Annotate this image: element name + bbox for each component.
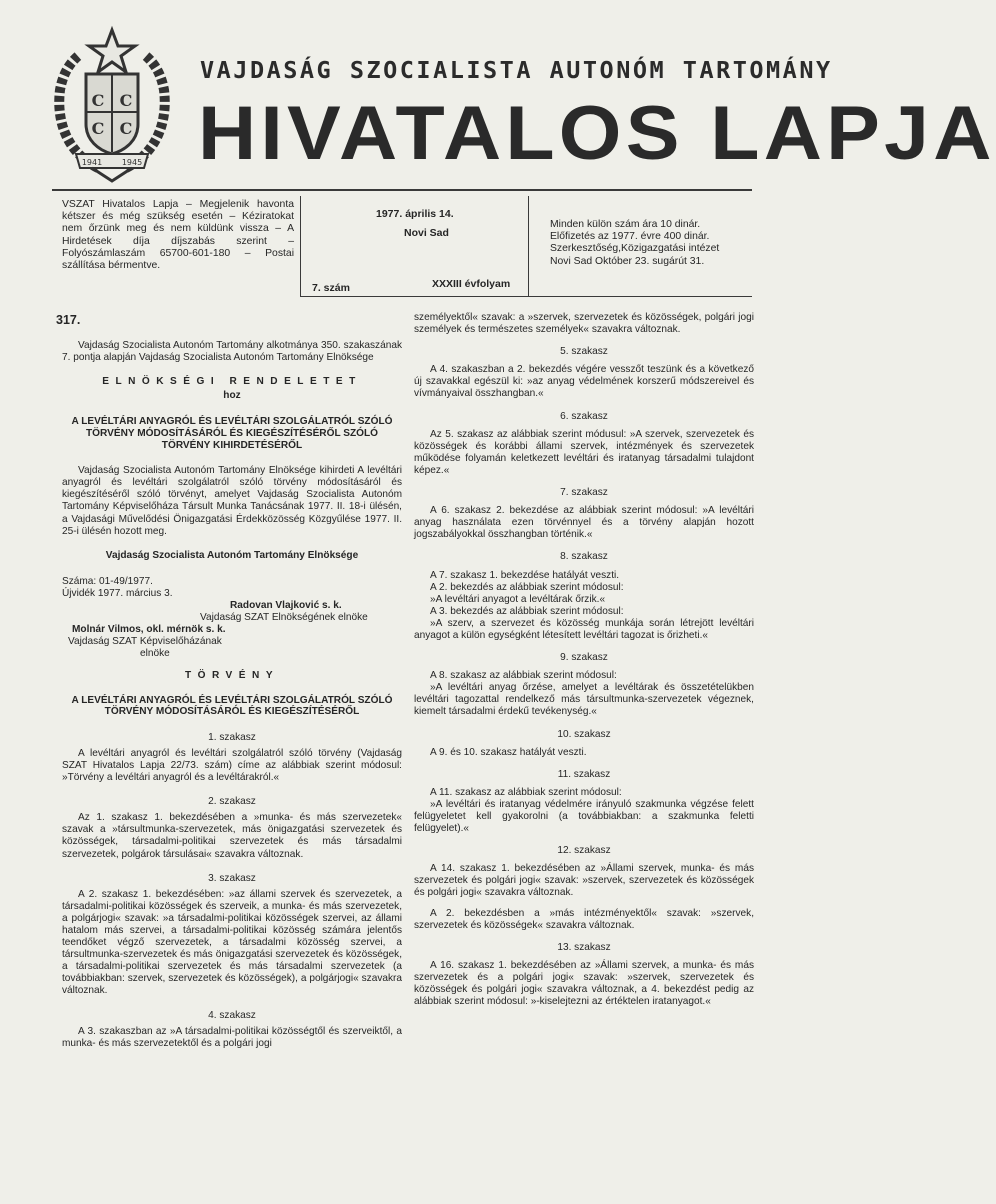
issue-volume: XXXIII évfolyam — [432, 278, 511, 290]
section-10-heading: 10. szakasz — [557, 728, 611, 740]
section-11-line-2: »A levéltári és iratanyag védelmére irányuló szakmunka végzése felett felügyeletet kell gyakorolni (a továbbiakban: a szakmunka feletti felügyelet).« — [414, 798, 754, 835]
section-4-continuation: személyektől« szavak: a »szervek, szervezetek és közösségek, polgári jogi személyek és természetes személyek« szavakra változnak. — [414, 312, 754, 336]
document-number: 317. — [56, 313, 81, 327]
issue-date: 1977. április 14. — [376, 208, 454, 220]
section-1-body: A levéltári anyagról és levéltári szolgálatról szóló törvény (Vajdaság SZAT Hivatalos Lapja 22/73. szám) címe az alábbiak szerint módosul: »Törvény a levéltári anyagról és a levéltárakról.« — [62, 747, 402, 784]
masthead-title: HIVATALOS LAPJA — [198, 91, 996, 176]
issue-city: Novi Sad — [404, 227, 449, 239]
signer-2-title-line-2: elnöke — [140, 648, 170, 660]
subscription-info — [550, 219, 755, 268]
section-8-line-1: A 7. szakasz 1. bekezdése hatályát veszti. — [430, 569, 620, 581]
section-7-heading: 7. szakasz — [560, 487, 608, 499]
section-9-heading: 9. szakasz — [560, 652, 608, 664]
section-13-heading: 13. szakasz — [557, 941, 611, 953]
svg-text:C: C — [119, 119, 133, 138]
signer-2-name: Molnár Vilmos, okl. mérnök s. k. — [72, 624, 226, 636]
section-12-heading: 12. szakasz — [557, 845, 611, 857]
section-6-body: Az 5. szakasz az alábbiak szerint módusul: »A szervek, szervezetek és közösségek és korábbi állami szervek, intézmények és szervezetek működése folyamán keletkezett levéltári és iratanyag társadalmi tulajdont képez.« — [414, 428, 754, 476]
section-6-heading: 6. szakasz — [560, 410, 608, 422]
section-8-line-4: A 3. bekezdés az alábbiak szerint módosul: — [430, 605, 624, 617]
price-line: Minden külön szám ára 10 dinár. — [550, 219, 701, 230]
masthead-rule — [52, 189, 752, 191]
coat-of-arms-emblem — [48, 28, 176, 183]
section-12-line-2: A 2. bekezdésben a »más intézményektől« szavak: »szervek, szervezetek és közösségek« szavakra változnak. — [414, 907, 754, 931]
law-heading: TÖRVÉNY — [184, 670, 280, 682]
editorial-line: Szerkesztőség,Közigazgatási intézet — [550, 243, 720, 255]
section-13-body: A 16. szakasz 1. bekezdésében az »Állami szervek, a munka- és más szervezetek és a polgári jogi« szavak: »szervek, szervezetek és közösségek és polgári jogi« szavakra változnak, a 4. bekezdést pedig az alábbiak szerint módosul: »-kiselejtezni az értéktelen iratanyagot.« — [414, 959, 754, 1008]
address-line: Novi Sad Október 23. sugárút 31. — [550, 255, 705, 267]
section-8-line-5: »A szerv, a szervezet és közösség munkája során létrejött levéltári anyagot a külön egységként létesített levéltári tagozat is őrizheti.« — [414, 617, 754, 641]
section-11-heading: 11. szakasz — [557, 768, 611, 780]
section-8-line-3: »A levéltári anyagot a levéltárak őrzik.« — [430, 593, 606, 605]
section-4-body: A 3. szakaszban az »A társadalmi-politikai közösségtől és szerveiktől, a munka- és más szervezetektől és a polgári jogi — [62, 1025, 402, 1049]
section-3-body: A 2. szakasz 1. bekezdésében: »az állami szervek és szervezetek, a társadalmi-politikai közösségek és szerveik, a munka- és más szervezetek, a polgárjogi« szavak: »a társadalmi-politikai közösségek szervei, az állami hatalom más szervei, a társadalmi-politikai közösség számára jelentős teendőket végző szervezetek, a társadalmi közösség szervei, a társultmunka-szervezetek és más önigazgatási szervezetek és közösségek, a társadalmi-politikai szervezetek és más társadalmi szervezetek (a továbbiakban: szervek, szervezetek és közösségek), a polgárjogi« szavakra változnak. — [62, 888, 402, 997]
left-column — [56, 312, 402, 1050]
section-5-heading: 5. szakasz — [560, 346, 608, 358]
section-10-body: A 9. és 10. szakasz hatályát veszti. — [430, 746, 587, 758]
reference-number: Száma: 01-49/1977. — [62, 575, 153, 587]
right-column — [414, 312, 754, 1008]
info-divider-right — [528, 196, 529, 296]
issue-number: 7. szám — [312, 282, 350, 294]
section-9-line-1: A 8. szakasz az alábbiak szerint módosul: — [430, 670, 617, 682]
section-8-heading: 8. szakasz — [560, 551, 608, 563]
presidency-name: Vajdaság Szocialista Autonóm Tartomány Elnöksége — [105, 549, 359, 561]
section-9-line-2: »A levéltári anyag őrzése, amelyet a levéltárak és összetételükben levéltári tagozattal rendelkező más társultmunka-szervezetek végeznek, kiemelt társadalmi érdekű tevékenység.« — [414, 682, 754, 718]
section-12-line-1: A 14. szakasz 1. bekezdésében az »Állami szervek, munka- és más szervezetek és polgári jogi« szavak: »szervek, szervezetek és közösségek és polgári jogi« szavakra változnak. — [414, 863, 754, 899]
emblem-year-end: 1945 — [121, 158, 143, 167]
decree-body: Vajdaság Szocialista Autonóm Tartomány Elnöksége kihirdeti A levéltári anyagról és levéltári szolgálatról szóló törvény módosításáról és kiegészítéséről szóló törvényt, amelyet Vajdaság Szocialista Autonóm Tartomány Képviselőháza Társult Munka Tanácsának 1977. II. 18-i ülésén, a Vajdasági Művelődési Önigazgatási Érdekközösség Közgyűlése 1977. II. 25-i ülésén hozott meg. — [62, 465, 402, 537]
subscription-line: Előfizetés az 1977. évre 400 dinár. — [550, 231, 710, 243]
section-2-heading: 2. szakasz — [208, 796, 256, 808]
section-5-body: A 4. szakaszban a 2. bekezdés végére vesszőt teszünk és a következő új szavakkal egészül ki: »az anyag védelmének korszerű módszereivel és vívmányaival összhangban.« — [414, 364, 754, 400]
signer-2-title-line-1: Vajdaság SZAT Képviselőházának — [68, 636, 222, 648]
signer-1-title: Vajdaság SZAT Elnökségének elnöke — [200, 612, 368, 624]
section-7-body: A 6. szakasz 2. bekezdése az alábbiak szerint módosul: »A levéltári anyag használata ezen törvénnyel és a törvény alapján hozott jogszabályokkal összhangban történik.« — [414, 505, 754, 541]
section-3-heading: 3. szakasz — [208, 872, 256, 884]
decree-hoz: hoz — [223, 390, 241, 402]
section-1-heading: 1. szakasz — [208, 731, 256, 743]
info-rule-bottom — [300, 296, 752, 297]
signer-1-name: Radovan Vlajković s. k. — [230, 600, 342, 611]
svg-text:C: C — [91, 119, 105, 138]
masthead-subtitle: VAJDASÁG SZOCIALISTA AUTONÓM TARTOMÁNY — [200, 56, 833, 84]
reference-date: Újvidék 1977. március 3. — [62, 587, 173, 599]
emblem-year-start: 1941 — [81, 158, 103, 167]
law-title: A LEVÉLTÁRI ANYAGRÓL ÉS LEVÉLTÁRI SZOLGÁLATRÓL SZÓLÓ TÖRVÉNY MÓDOSÍTÁSÁRÓL ÉS KIEGÉSZÍTÉSÉRŐL — [71, 694, 393, 718]
section-11-line-1: A 11. szakasz az alábbiak szerint módosul: — [430, 786, 622, 798]
section-2-body: Az 1. szakasz 1. bekezdésében a »munka- és más szervezetek« szavak a »társultmunka-szervezetek, más önigazgatási szervezetek és közösségek, társadalmi-politikai szervezetek és más társadalmi szervezetek, polgárok társulásai« szavakra változnak. — [62, 812, 402, 860]
info-divider-left — [300, 196, 301, 296]
intro-paragraph: Vajdaság Szocialista Autonóm Tartomány alkotmánya 350. szakaszának 7. pontja alapján Vajdaság Szocialista Autonóm Tartomány Elnöksége — [62, 340, 402, 364]
section-4-heading: 4. szakasz — [208, 1009, 256, 1021]
svg-text:C: C — [91, 91, 105, 110]
decree-title: A LEVÉLTÁRI ANYAGRÓL ÉS LEVÉLTÁRI SZOLGÁLATRÓL SZÓLÓ TÖRVÉNY MÓDOSÍTÁSÁRÓL ÉS KIEGÉSZÍTÉSÉRŐL SZÓLÓ TÖRVÉNY KIHIRDETÉSÉRŐL — [71, 416, 393, 451]
svg-text:C: C — [119, 91, 133, 110]
section-8-line-2: A 2. bekezdés az alábbiak szerint módosul: — [430, 581, 624, 593]
publication-notice: VSZAT Hivatalos Lapja – Megjelenik havonta kétszer és még szükség esetén – Kéziratokat nem őrzünk meg és nem küldünk vissza – A Hirdetések díja díjszabás szerint – Folyószámlaszám 65700-601-180 – Postai szállítása bérmentve. — [62, 199, 294, 272]
decree-heading: ELNÖKSÉGI RENDELETET — [102, 376, 362, 388]
